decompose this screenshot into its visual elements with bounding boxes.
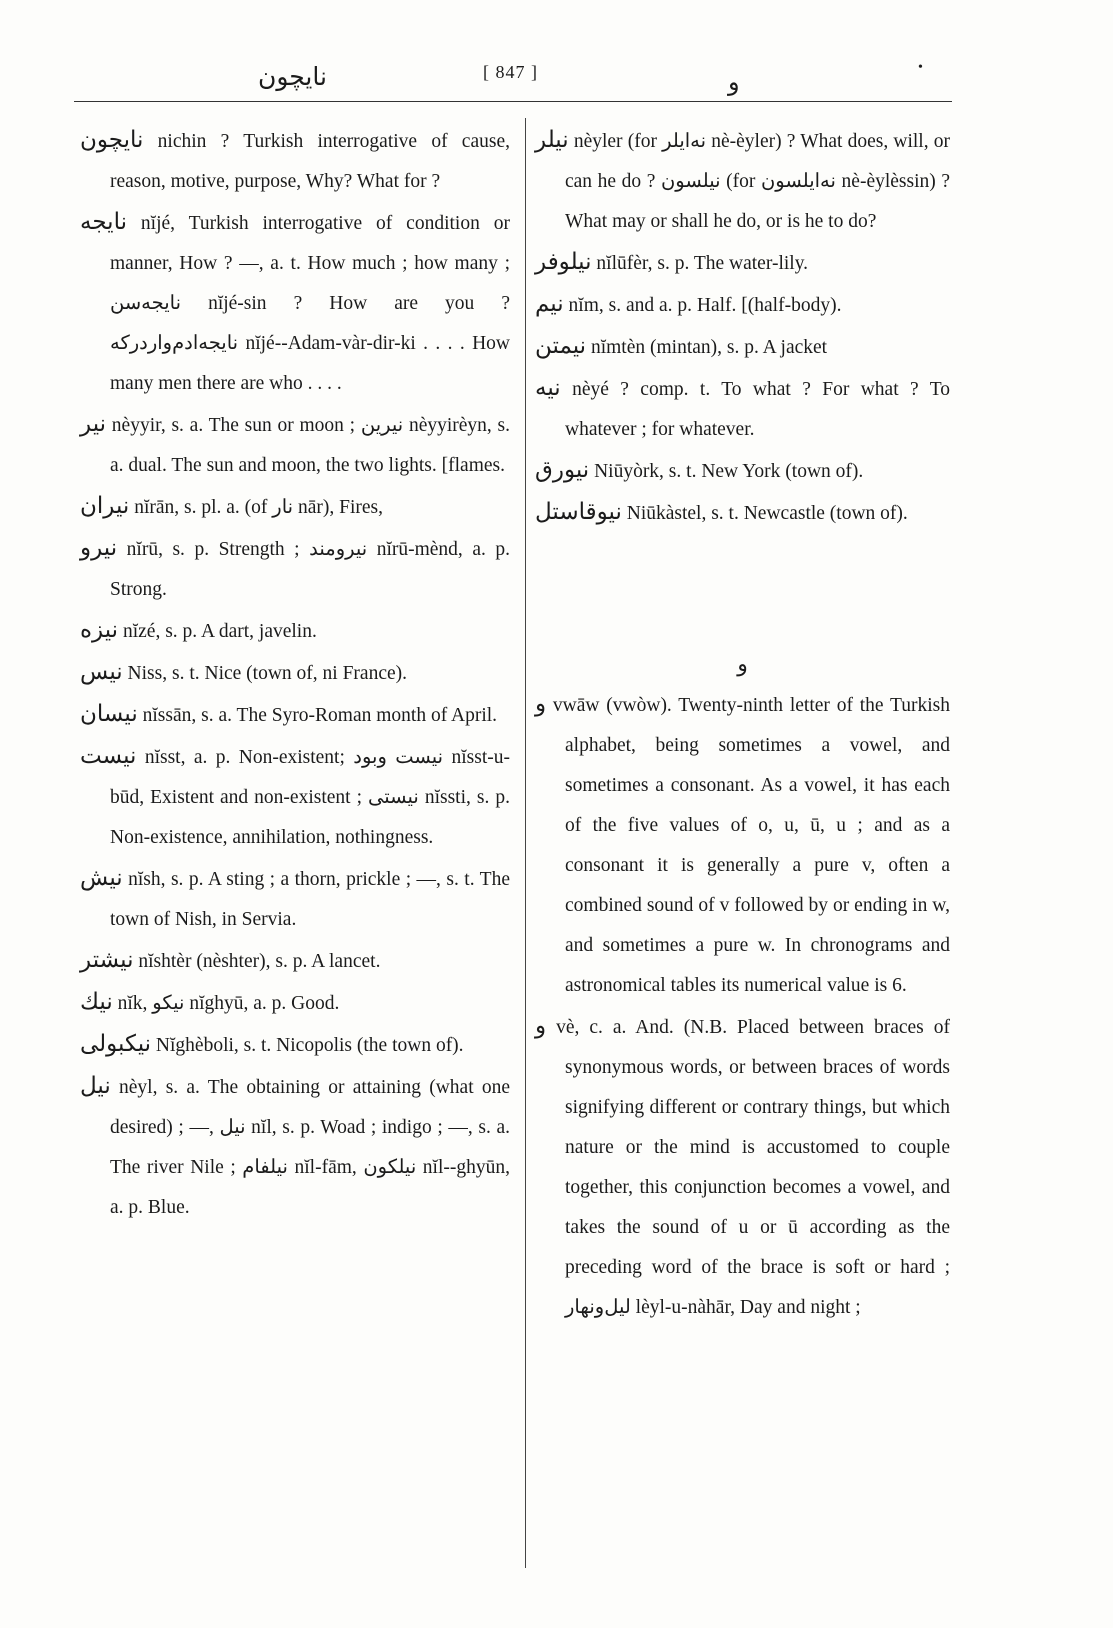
entry-text: Niss, s. t. Nice (town of, ni France). bbox=[122, 663, 407, 684]
headword-arabic: نیست bbox=[80, 743, 137, 768]
headword-arabic: نیلوفر bbox=[535, 249, 592, 274]
dictionary-entry bbox=[80, 120, 510, 202]
dictionary-entry bbox=[80, 1066, 510, 1228]
dictionary-entry bbox=[80, 528, 510, 610]
headword-arabic: نیشتر bbox=[80, 947, 134, 972]
headword-arabic: نیل bbox=[80, 1073, 111, 1098]
dictionary-entry bbox=[80, 940, 510, 982]
running-head-arabic: نایچون bbox=[258, 64, 327, 91]
dictionary-entry bbox=[80, 202, 510, 404]
headword-arabic: نیوقاستل bbox=[535, 499, 622, 524]
entry-text: nèyler (for نه‌ایلر nè-èyler) ? What does, will, or can he do ? نیلسون (for نه‌ایلسون nè-èylèssin) ? What may or shall he do, or is he to do? bbox=[565, 131, 951, 232]
page-number: [ 847 ] bbox=[483, 62, 538, 82]
entry-text: Nĭghèboli, s. t. Nicopolis (the town of). bbox=[151, 1035, 464, 1056]
headword-arabic: نایجه bbox=[80, 209, 127, 234]
headword-arabic: نیکبولی bbox=[80, 1031, 152, 1056]
left-column bbox=[80, 120, 510, 1228]
dictionary-entry bbox=[80, 404, 510, 486]
running-head-letter: و bbox=[728, 70, 740, 96]
dictionary-entry bbox=[80, 1024, 510, 1066]
dictionary-entry bbox=[80, 858, 510, 940]
dictionary-entry bbox=[535, 492, 950, 534]
entry-text: nĭjé, Turkish interrogative of condition or manner, How ? —, a. t. How much ; how many ; نایجه‌سن nĭjé-sin ? How are you ? نایجه‌ادم‌واردرکه nĭjé--Adam-vàr-dir-ki . . . . How many men there are who . . . . bbox=[110, 213, 510, 394]
dictionary-entry bbox=[535, 1006, 950, 1328]
header-mark: • bbox=[918, 60, 923, 75]
dictionary-entry bbox=[80, 486, 510, 528]
entry-text: nèyyir, s. a. The sun or moon ; نیرین nèyyirèyn, s. a. dual. The sun and moon, the two lights. [flames. bbox=[106, 415, 510, 476]
headword-arabic: نیش bbox=[80, 865, 123, 890]
dictionary-entry bbox=[80, 982, 510, 1024]
entry-text: nichin ? Turkish interrogative of cause, reason, motive, purpose, Why? What for ? bbox=[110, 131, 510, 192]
headword-arabic: نیم bbox=[535, 291, 564, 316]
dictionary-entry bbox=[80, 610, 510, 652]
headword-arabic: نیمتن bbox=[535, 333, 587, 358]
entry-text: nĭm, s. and a. p. Half. [(half-body). bbox=[563, 295, 842, 316]
headword-arabic: نیس bbox=[80, 659, 123, 684]
entry-text: nĭrū, s. p. Strength ; نیرومند nĭrū-mènd, a. p. Strong. bbox=[110, 539, 510, 600]
headword-arabic: نیر bbox=[80, 411, 107, 436]
dictionary-entry bbox=[80, 736, 510, 858]
entry-text: Niūkàstel, s. t. Newcastle (town of). bbox=[621, 503, 908, 524]
entry-text: nĭmtèn (mintan), s. p. A jacket bbox=[586, 337, 828, 358]
header-rule bbox=[74, 101, 952, 102]
headword-arabic: نیك bbox=[80, 989, 113, 1014]
headword-arabic: نیرو bbox=[80, 535, 118, 560]
dictionary-entry bbox=[535, 368, 950, 450]
entry-text: nĭssān, s. a. The Syro-Roman month of April. bbox=[137, 705, 498, 726]
entry-text: nĭsst, a. p. Non-existent; نیست وبود nĭsst-u-būd, Existent and non-existent ; نیستی nĭssti, s. p. Non-existence, annihilation, nothingness. bbox=[110, 747, 510, 848]
dictionary-entry bbox=[80, 694, 510, 736]
dictionary-entry bbox=[80, 652, 510, 694]
headword-arabic: نیران bbox=[80, 493, 130, 518]
entry-text: vè, c. a. And. (N.B. Placed between braces of synonymous words, or between braces of words signifying different or contrary things, but which nature or the mind is accustomed to couple together, this conjunction becomes a vowel, and takes the sound of u or ū according as the preceding word of the brace is soft or hard ; لیل‌ونهار lèyl-u-nàhār, Day and night ; bbox=[546, 1017, 950, 1318]
entry-text: nĭrān, s. pl. a. (of نار nār), Fires, bbox=[129, 497, 383, 518]
entry-text: Niūyòrk, s. t. New York (town of). bbox=[589, 461, 864, 482]
headword-arabic: نیه bbox=[535, 375, 561, 400]
headword-arabic: و bbox=[535, 1013, 547, 1038]
entry-text: nĭk, نیکو nĭghyū, a. p. Good. bbox=[112, 993, 340, 1014]
headword-arabic: نیزه bbox=[80, 617, 119, 642]
headword-arabic: و bbox=[535, 691, 547, 716]
dictionary-entry bbox=[535, 120, 950, 242]
headword-arabic: نیورق bbox=[535, 457, 590, 482]
dictionary-entry bbox=[535, 450, 950, 492]
entry-text: nĭsh, s. p. A sting ; a thorn, prickle ; —, s. t. The town of Nish, in Servia. bbox=[110, 869, 510, 930]
headword-arabic: نایچون bbox=[80, 127, 144, 152]
entry-text: vwāw (vwòw). Twenty-ninth letter of the Turkish alphabet, being sometimes a vowel, and sometimes a consonant. As a vowel, it has each of the five values of o, u, ū, u ; and as a consonant it is generally a pure v, often a combined sound of v followed by or ending in w, and sometimes a pure w. In chronograms and astronomical tables its numerical value is 6. bbox=[546, 695, 950, 996]
entry-text: nèyé ? comp. t. To what ? For what ? To whatever ; for whatever. bbox=[560, 379, 950, 440]
dictionary-entry bbox=[535, 284, 950, 326]
entry-text: nĭzé, s. p. A dart, javelin. bbox=[118, 621, 317, 642]
section-letter-heading: و bbox=[737, 651, 748, 676]
headword-arabic: نیسان bbox=[80, 701, 138, 726]
right-column bbox=[535, 120, 950, 1328]
dictionary-entry bbox=[535, 684, 950, 1006]
dictionary-entry bbox=[535, 242, 950, 284]
dictionary-entry bbox=[535, 326, 950, 368]
entry-text: nèyl, s. a. The obtaining or attaining (what one desired) ; —, نیل nĭl, s. p. Woad ; indigo ; —, s. a. The river Nile ; نیلفام nĭl-fām, نیلکون nĭl--ghyūn, a. p. Blue. bbox=[110, 1077, 510, 1218]
entry-text: nĭshtèr (nèshter), s. p. A lancet. bbox=[133, 951, 381, 972]
entry-text: nĭlūfèr, s. p. The water-lily. bbox=[591, 253, 809, 274]
column-divider bbox=[525, 118, 526, 1568]
headword-arabic: نیلر bbox=[535, 127, 569, 152]
